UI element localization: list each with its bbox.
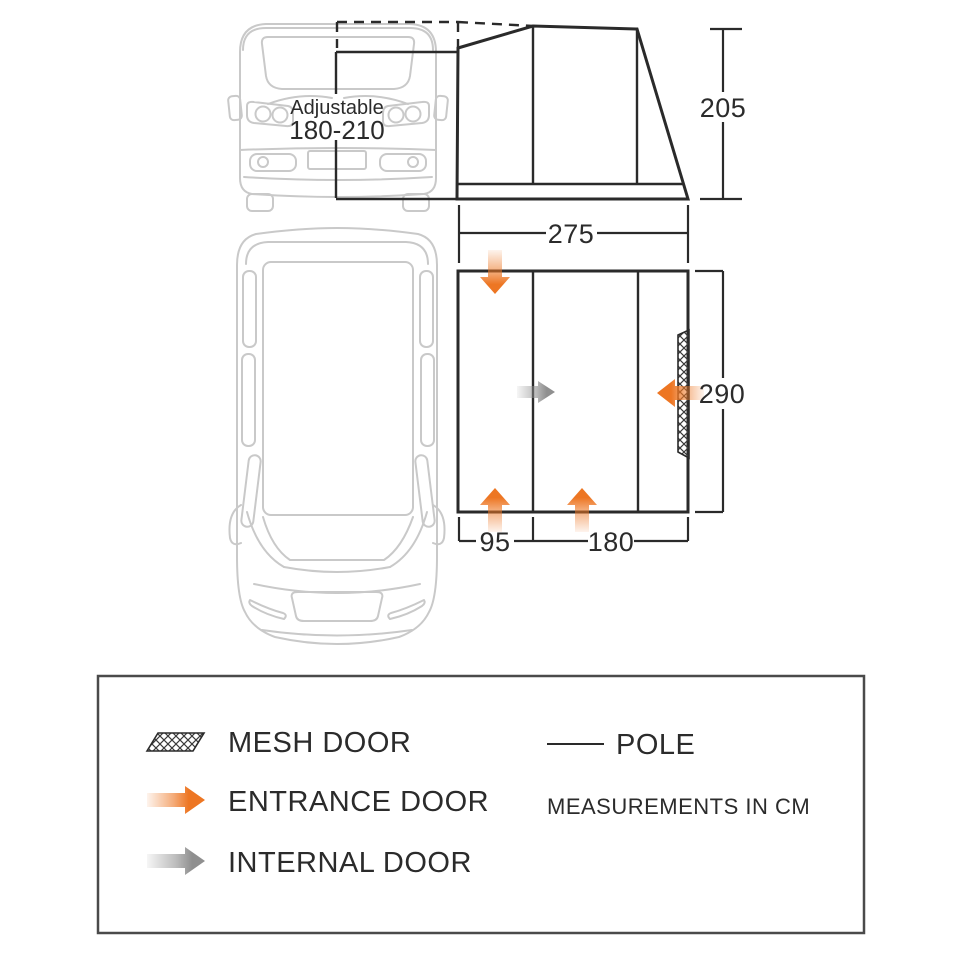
legend — [98, 676, 864, 933]
adjustable-label: Adjustable — [290, 97, 384, 119]
mesh-door-icon — [147, 733, 204, 751]
van-top-rail-right — [420, 271, 433, 347]
van-top-rail-right — [421, 354, 434, 446]
van-front-wheel-right — [403, 194, 429, 211]
van-front-foglamp — [258, 157, 268, 167]
height-dimension-label: 205 — [699, 93, 747, 123]
van-top-windshield — [263, 517, 413, 560]
depth-dimension-label: 290 — [698, 379, 746, 409]
van-front-headlamp — [256, 107, 271, 122]
awning-plan-view — [458, 271, 688, 512]
van-front-headlamp — [406, 107, 421, 122]
van-front-headlamp — [273, 108, 288, 123]
awning-side-view — [457, 26, 688, 199]
legend-entrance-door-label: ENTRANCE DOOR — [228, 786, 490, 818]
entrance-door-arrow-bottom-middle — [567, 488, 597, 532]
van-front-headlamp — [389, 108, 404, 123]
van-top-rail-left — [242, 354, 255, 446]
left-section-dimension-label: 95 — [479, 527, 511, 557]
width-dimension-label: 275 — [547, 219, 595, 249]
van-front-foglamp — [408, 157, 418, 167]
van-top-rail-left — [241, 455, 262, 528]
legend-measurements-note: MEASUREMENTS IN CM — [547, 794, 811, 819]
van-front-bumper-top — [240, 148, 436, 150]
van-top-view-illustration — [229, 228, 444, 644]
van-top-hood-crease — [284, 567, 390, 572]
van-top-rear-band — [246, 242, 428, 264]
van-top-apillar-right — [390, 512, 427, 567]
van-front-bumper-bottom — [244, 177, 432, 180]
legend-internal-door-label: INTERNAL DOOR — [228, 847, 472, 879]
plan-outline — [458, 271, 688, 512]
van-top-foglight-right — [388, 600, 424, 619]
entrance-door-arrow-bottom-left — [480, 488, 510, 532]
van-top-mirror-left — [229, 505, 241, 544]
van-top-rail-left — [243, 271, 256, 347]
van-front-wheel-left — [247, 194, 273, 211]
van-top-grille — [292, 592, 383, 621]
van-top-bumper-bottom — [262, 630, 412, 636]
van-front-foglight-right — [380, 154, 426, 171]
van-top-body-outline — [237, 228, 437, 644]
middle-section-dimension-label: 180 — [587, 527, 635, 557]
adjustable-range-label: 180-210 — [289, 115, 385, 145]
awning-side-outline — [457, 26, 688, 199]
legend-pole-label: POLE — [616, 729, 696, 761]
van-front-foglight-left — [250, 154, 296, 171]
van-top-roof — [263, 262, 413, 515]
van-top-mirror-right — [433, 505, 445, 544]
internal-door-arrow — [517, 381, 555, 403]
legend-mesh-door-label: MESH DOOR — [228, 727, 412, 759]
van-top-foglight-left — [249, 600, 285, 619]
